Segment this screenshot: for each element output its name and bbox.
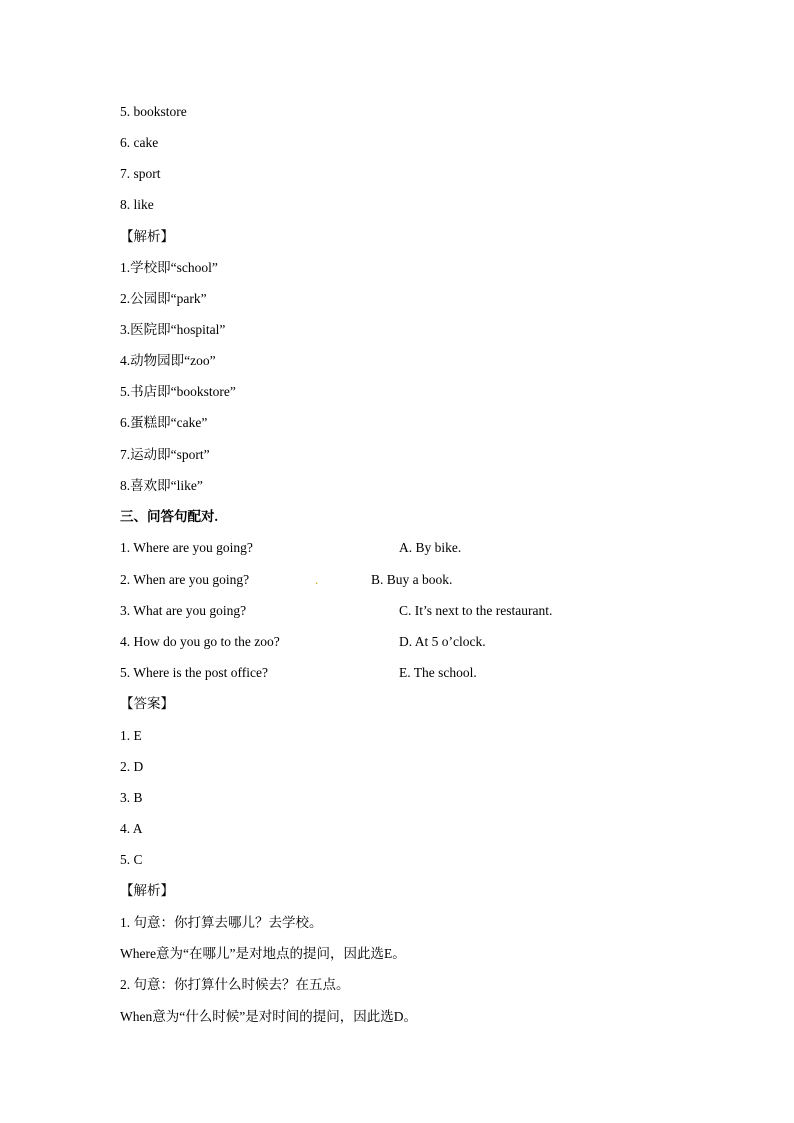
section-title: 三、问答句配对. bbox=[120, 509, 218, 524]
matching-option-d: D. At 5 o’clock. bbox=[399, 634, 486, 649]
answer-5: 5. C bbox=[120, 852, 143, 867]
vocab-answer-6: 6. cake bbox=[120, 135, 159, 150]
vocab-answer-8: 8. like bbox=[120, 197, 154, 212]
matching-question-1: 1. Where are you going? bbox=[120, 540, 253, 555]
matching-question-4: 4. How do you go to the zoo? bbox=[120, 634, 280, 649]
matching-option-c: C. It’s next to the restaurant. bbox=[399, 603, 553, 618]
vocab-analysis-8: 8.喜欢即“like” bbox=[120, 478, 203, 493]
matching-option-e: E. The school. bbox=[399, 665, 477, 680]
explanation-1-reason: Where意为“在哪儿”是对地点的提问，因此选E。 bbox=[120, 946, 406, 961]
vocab-answer-7: 7. sport bbox=[120, 166, 161, 181]
matching-question-3: 3. What are you going? bbox=[120, 603, 247, 618]
vocab-analysis-3: 3.医院即“hospital” bbox=[120, 322, 226, 337]
vocab-analysis-5: 5.书店即“bookstore” bbox=[120, 384, 236, 399]
answer-1: 1. E bbox=[120, 728, 142, 743]
answer-heading: 【答案】 bbox=[120, 696, 174, 711]
vocab-analysis-7: 7.运动即“sport” bbox=[120, 447, 210, 462]
matching-option-a: A. By bike. bbox=[399, 540, 462, 555]
vocab-analysis-4: 4.动物园即“zoo” bbox=[120, 353, 216, 368]
answer-2: 2. D bbox=[120, 759, 144, 774]
answer-3: 3. B bbox=[120, 790, 143, 805]
stray-mark: . bbox=[315, 572, 319, 587]
matching-question-2: 2. When are you going? bbox=[120, 572, 250, 587]
explanation-1-meaning: 1. 句意：你打算去哪儿？去学校。 bbox=[120, 915, 323, 930]
vocab-answer-5: 5. bookstore bbox=[120, 104, 187, 119]
vocab-analysis-2: 2.公园即“park” bbox=[120, 291, 207, 306]
analysis-heading-2: 【解析】 bbox=[120, 883, 174, 898]
vocab-analysis-6: 6.蛋糕即“cake” bbox=[120, 415, 208, 430]
analysis-heading-1: 【解析】 bbox=[120, 229, 174, 244]
explanation-2-reason: When意为“什么时候”是对时间的提问，因此选D。 bbox=[120, 1009, 417, 1024]
answer-4: 4. A bbox=[120, 821, 143, 836]
matching-question-5: 5. Where is the post office? bbox=[120, 665, 268, 680]
vocab-analysis-1: 1.学校即“school” bbox=[120, 260, 218, 275]
matching-option-b: B. Buy a book. bbox=[371, 572, 453, 587]
explanation-2-meaning: 2. 句意：你打算什么时候去？在五点。 bbox=[120, 977, 350, 992]
